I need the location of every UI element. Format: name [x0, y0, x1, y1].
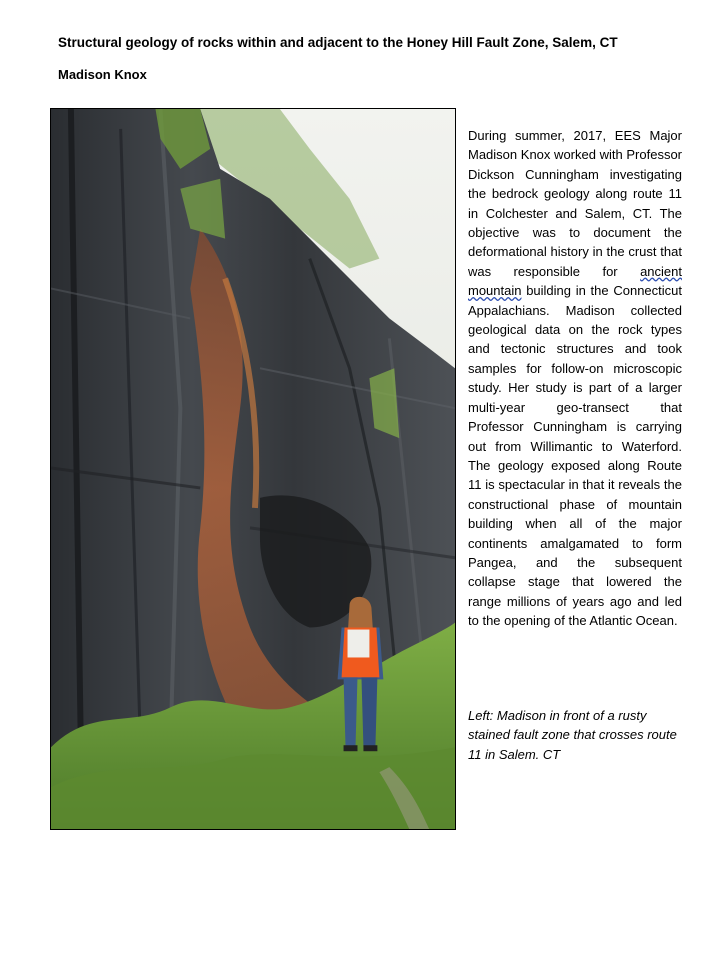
page-title: Structural geology of rocks within and adjacent to the Honey Hill Fault Zone, Salem, CT — [58, 35, 618, 50]
article-body-underlined-phrase: ancient mountain — [468, 263, 682, 299]
photo-caption: Left: Madison in front of a rusty stained fault zone that crosses route 11 in Salem. CT — [468, 708, 677, 762]
article-body — [468, 126, 682, 631]
outcrop-photo — [50, 108, 456, 830]
outcrop-photo-illustration — [51, 109, 455, 829]
author-name: Madison Knox — [58, 67, 147, 82]
article-body-part-1: During summer, 2017, EES Major Madison Knox worked with Professor Dickson Cunningham investigating the bedrock geology along route 11 in Colchester and Salem, CT. The objective was to document the deformational history in the crust that was responsible for — [468, 128, 682, 279]
article-body-part-2: building in the Connecticut Appalachians. Madison collected geological data on the rock types and tectonic structures and took samples for follow-on microscopic study. Her study is part of a larger multi-year geo-transect that Professor Cunningham is carrying out from Willimantic to Waterford. The geology exposed along Route 11 is spectacular in that it reveals the constructional phase of mountain building when all of the major continents amalgamated to form Pangea, and the subsequent collapse stage that lowered the range millions of years ago and led to the opening of the Atlantic Ocean. — [468, 283, 682, 629]
